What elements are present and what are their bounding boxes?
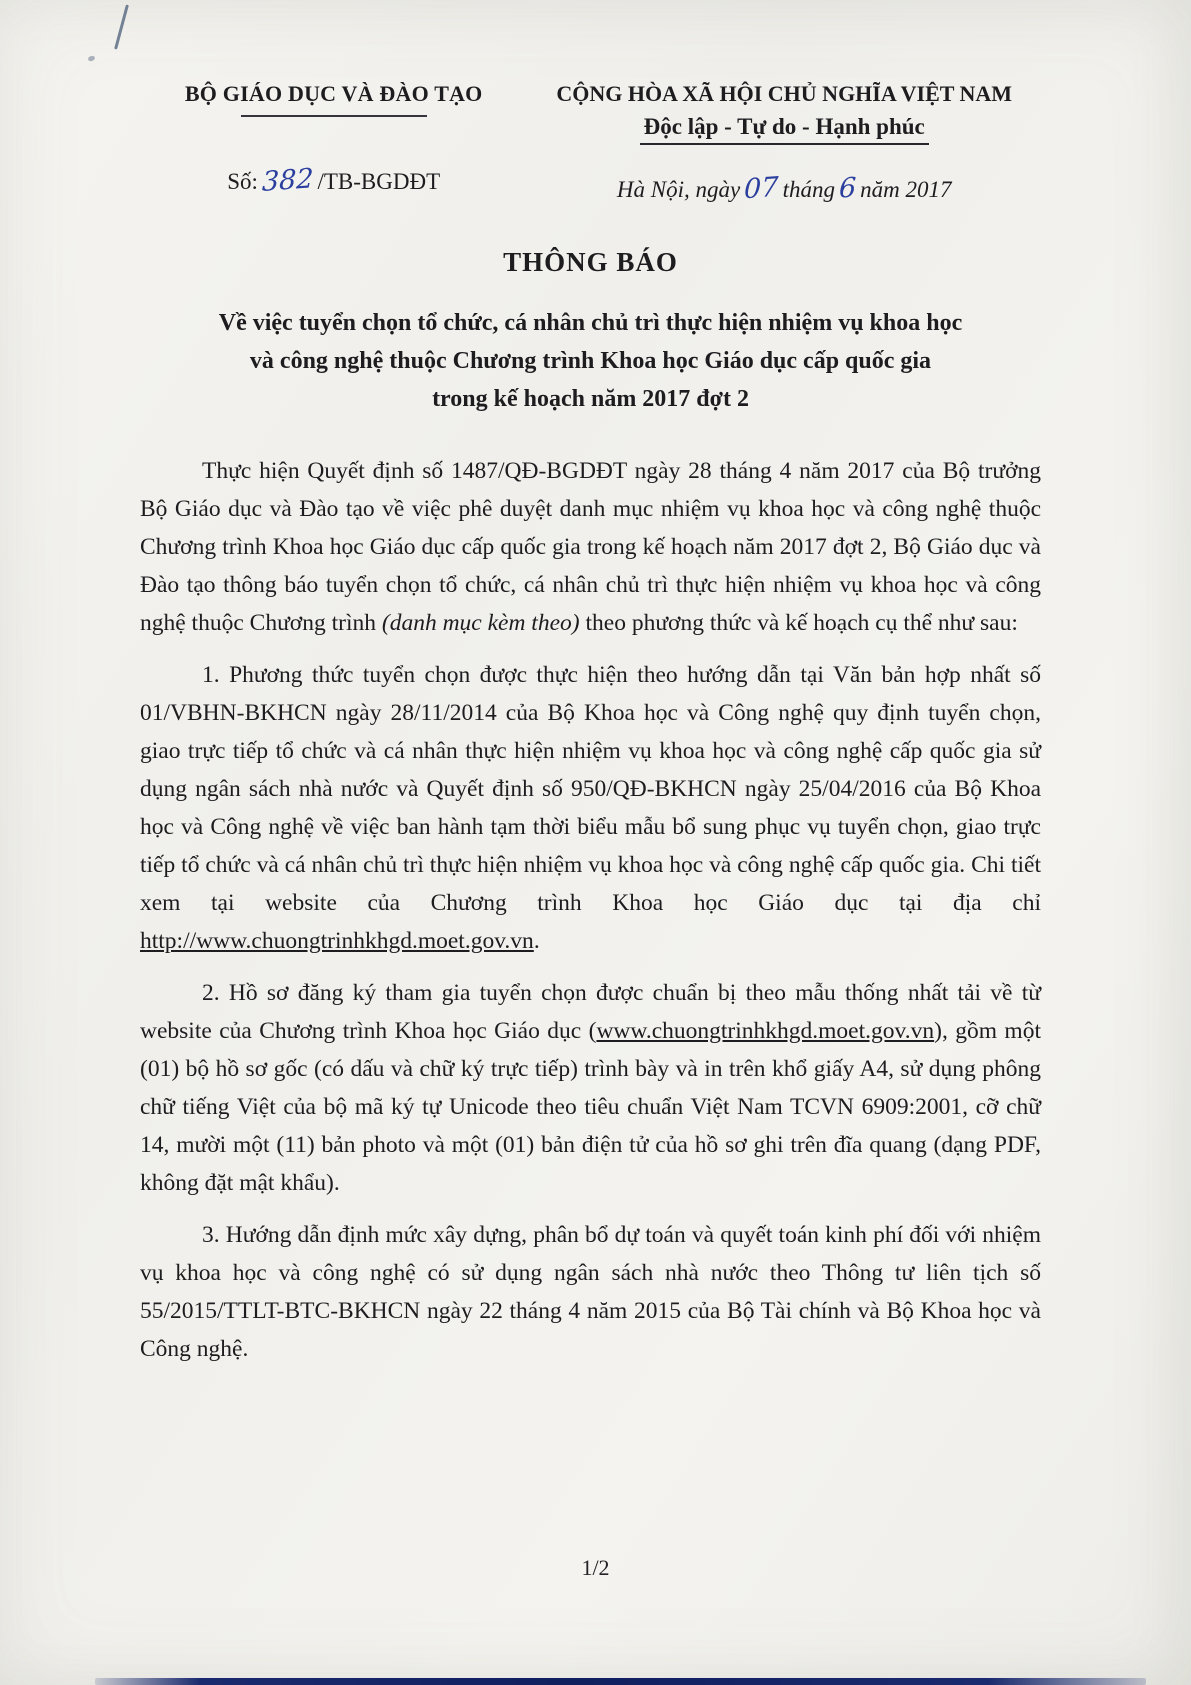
attachment-reference: (danh mục kèm theo) (381, 610, 580, 636)
paragraph-item-3 (140, 1216, 1041, 1368)
paragraph-item-3-text: 3. Hướng dẫn định mức xây dựng, phân bổ dự toán và quyết toán kinh phí đối với nhiệm vụ khoa học và công nghệ có sử dụng ngân sách nhà nước theo Thông tư liên tịch số 55/2015/TTLT-BTC-BKHCN ngày 22 tháng 4 năm 2015 của Bộ Tài chính và Bộ Khoa học và Công nghệ. (140, 1222, 1041, 1362)
subtitle-line-1: Về việc tuyển chọn tổ chức, cá nhân chủ trì thực hiện nhiệm vụ khoa học (218, 310, 963, 336)
scanner-edge-artifact (95, 1678, 1146, 1685)
date-prefix: Hà Nội, ngày (616, 177, 741, 202)
header-right-column (527, 80, 1041, 206)
program-website-url: http://www.chuongtrinhkhgd.moet.gov.vn (140, 928, 534, 954)
issuing-org-name: BỘ GIÁO DỤC VÀ ĐÀO TẠO (184, 81, 483, 106)
paragraph-item-2-text: 2. Hồ sơ đăng ký tham gia tuyển chọn được chuẩn bị theo mẫu thống nhất tải về từ website của Chương trình Khoa học Giáo dục ( (140, 980, 1041, 1044)
header-left-column (140, 80, 527, 203)
page-number: 1/2 (581, 1555, 610, 1580)
handwritten-day: 07 (743, 171, 780, 206)
document-title: THÔNG BÁO (503, 247, 678, 277)
paragraph-item-2-tail: ), gồm một (01) bộ hồ sơ gốc (có dấu và chữ ký trực tiếp) trình bày và in trên khổ giấy A4, sử dụng phông chữ tiếng Việt của bộ mã ký tự Unicode theo tiêu chuẩn Việt Nam TCVN 6909:2001, cỡ chữ 14, mười một (11) bản photo và một (01) bản điện tử của hồ sơ ghi trên đĩa quang (dạng PDF, không đặt mật khẩu). (140, 1018, 1041, 1196)
document-header (140, 80, 1041, 206)
handwritten-doc-number: 382 (261, 163, 314, 198)
date-suffix: năm 2017 (860, 177, 952, 202)
paragraph-intro-text: Thực hiện Quyết định số 1487/QĐ-BGDĐT ngày 28 tháng 4 năm 2017 của Bộ trưởng Bộ Giáo dục và Đào tạo về việc phê duyệt danh mục nhiệm vụ khoa học và công nghệ thuộc Chương trình Khoa học Giáo dục cấp quốc gia trong kế hoạch năm 2017 đợt 2, Bộ Giáo dục và Đào tạo thông báo tuyển chọn tổ chức, cá nhân chủ trì thực hiện nhiệm vụ khoa học và công nghệ thuộc Chương trình (140, 458, 1041, 636)
paragraph-item-1-tail: . (533, 928, 540, 954)
subtitle-line-2: và công nghệ thuộc Chương trình Khoa học Giáo dục cấp quốc gia (249, 348, 932, 374)
subtitle-line-3: trong kế hoạch năm 2017 đợt 2 (432, 386, 749, 412)
paragraph-item-1-text: 1. Phương thức tuyển chọn được thực hiện theo hướng dẫn tại Văn bản hợp nhất số 01/VBHN-BKHCN ngày 28/11/2014 của Bộ Khoa học và Công nghệ quy định tuyển chọn, giao trực tiếp tổ chức và cá nhân thực hiện nhiệm vụ khoa học và công nghệ cấp quốc gia sử dụng ngân sách nhà nước và Quyết định số 950/QĐ-BKHCN ngày 25/04/2016 của Bộ Khoa học và Công nghệ về việc ban hành tạm thời biểu mẫu bổ sung phục vụ tuyển chọn, giao trực tiếp tổ chức và cá nhân chủ trì thực hiện nhiệm vụ khoa học và công nghệ cấp quốc gia. Chi tiết xem tại website của Chương trình Khoa học Giáo dục tại địa chỉ (140, 662, 1041, 916)
document-subtitle (140, 304, 1041, 418)
org-name-underline (241, 115, 427, 117)
national-motto-line1: CỘNG HÒA XÃ HỘI CHỦ NGHĨA VIỆT NAM (556, 81, 1013, 106)
place-date-line (527, 171, 1041, 206)
date-middle: tháng (782, 177, 835, 202)
paragraph-item-1 (140, 656, 1041, 960)
paragraph-intro (140, 452, 1041, 642)
doc-number-label: Số: (227, 169, 258, 194)
program-website-url-short: www.chuongtrinhkhgd.moet.gov.vn (596, 1018, 935, 1044)
document-body (140, 452, 1041, 1368)
doc-number-line (140, 163, 527, 198)
paragraph-intro-tail: theo phương thức và kế hoạch cụ thể như sau: (579, 610, 1018, 636)
doc-number-suffix: /TB-BGDĐT (317, 169, 441, 194)
handwritten-month: 6 (838, 172, 857, 205)
national-motto-line2: Độc lập - Tự do - Hạnh phúc (640, 114, 929, 145)
paragraph-item-2 (140, 974, 1041, 1202)
